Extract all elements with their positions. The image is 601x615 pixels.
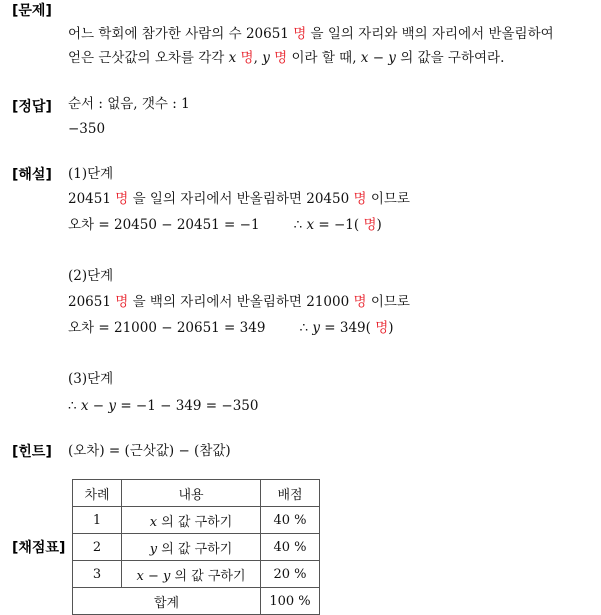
- header-points: 배점: [261, 480, 320, 507]
- step1-title: (1)단계: [68, 166, 114, 182]
- solution-label: [해설]: [12, 167, 52, 183]
- total-points: 100 %: [261, 588, 320, 615]
- row-step: 3: [73, 561, 122, 588]
- row-content: x − y 의 값 구하기: [122, 561, 261, 588]
- header-step: 차례: [73, 480, 122, 507]
- hint-label: [힌트]: [12, 444, 52, 460]
- row-step: 2: [73, 534, 122, 561]
- expression: x − y: [360, 50, 396, 66]
- step1-line-1: 20451 명 을 일의 자리에서 반올림하면 20450 명 이므로: [68, 191, 410, 207]
- total-row: [73, 588, 320, 615]
- step2-line-1: 20651 명 을 백의 자리에서 반올림하면 21000 명 이므로: [68, 294, 410, 310]
- row-content: x 의 값 구하기: [122, 507, 261, 534]
- row-points: 20 %: [261, 561, 320, 588]
- row-content: y 의 값 구하기: [122, 534, 261, 561]
- rubric-label: [채점표]: [12, 540, 66, 556]
- header-content: 내용: [122, 480, 261, 507]
- answer-value: −350: [68, 121, 106, 137]
- unit-word: 명: [240, 50, 254, 66]
- step2-line-2: 오차 = 21000 − 20651 = 349 ∴ y = 349( 명): [68, 320, 394, 336]
- problem-line-2: 얻은 근삿값의 오차를 각각 x 명, y 명 이라 할 때, x − y 의 값을 구하여라.: [68, 50, 505, 66]
- unit-word: 명: [115, 191, 129, 207]
- var-x: x: [228, 50, 237, 66]
- table-row: [73, 534, 320, 561]
- unit-word: 명: [274, 50, 288, 66]
- total-label: 합계: [73, 588, 261, 615]
- rubric-header-row: [73, 480, 320, 507]
- unit-word: 명: [363, 217, 377, 233]
- answer-line-1: 순서 : 없음, 갯수 : 1: [68, 96, 190, 112]
- step3-title: (3)단계: [68, 371, 114, 387]
- table-row: [73, 507, 320, 534]
- step1-line-2: 오차 = 20450 − 20451 = −1 ∴ x = −1( 명): [68, 217, 382, 233]
- unit-word: 명: [353, 191, 367, 207]
- rubric-table: [72, 479, 320, 615]
- problem-line-1: 어느 학회에 참가한 사람의 수 20651 명 을 일의 자리와 백의 자리에서 반올림하여: [68, 26, 554, 42]
- unit-word: 명: [353, 294, 367, 310]
- unit-word: 명: [115, 294, 129, 310]
- unit-word: 명: [293, 26, 307, 42]
- unit-word: 명: [375, 320, 389, 336]
- hint-text: (오차) = (근삿값) − (참값): [68, 443, 231, 459]
- var-y: y: [262, 50, 270, 66]
- row-step: 1: [73, 507, 122, 534]
- step3-line-1: ∴ x − y = −1 − 349 = −350: [68, 398, 259, 414]
- problem-label: [문제]: [12, 3, 52, 19]
- row-points: 40 %: [261, 507, 320, 534]
- step2-title: (2)단계: [68, 268, 114, 284]
- table-row: [73, 561, 320, 588]
- answer-label: [정답]: [12, 99, 52, 115]
- row-points: 40 %: [261, 534, 320, 561]
